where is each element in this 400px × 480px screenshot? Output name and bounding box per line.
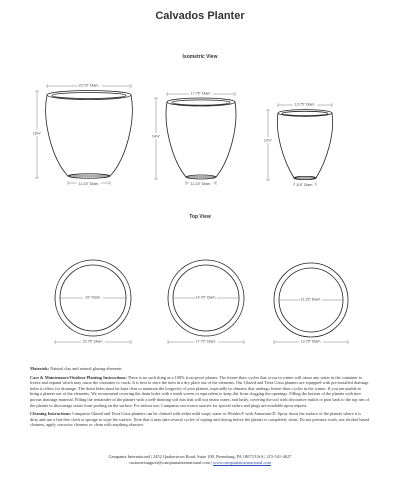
footer-address: Campania International | 2452 Quakertown Road, Suite 100, Pennsburg, PA 18073 USA | 215-541-4627 xyxy=(108,454,292,459)
large-bottom-diameter: 11.15" Diam. xyxy=(78,182,100,186)
small-height: 12⅛" xyxy=(263,138,273,143)
large-top-diameter: 22.75" Diam. xyxy=(78,83,100,88)
cleaning-note: Cleaning Instructions: Campania Glazed and Terra Cotta planters can be cleaned with either mild soapy water or Windex® with Ammonia-D. Spray down the surface of the planter where it is dirty and use a lint-free cloth or sponge to wipe the surface. Note that it may take several cycles of wiping and drying before the planter is completely clean. Do not pressure wash, use alcohol based cleaners, apply corrosive cleaners or clean with anything abrasive. xyxy=(30,411,370,428)
medium-inner-diameter: 14.75" Diam. xyxy=(195,295,217,300)
planter-medium-isometric xyxy=(166,98,236,179)
planter-small-isometric xyxy=(277,110,332,180)
footer-website-link[interactable]: www.campaniainternational.com xyxy=(213,460,272,465)
large-inner-diameter: 19" Diam. xyxy=(85,295,101,300)
small-outer-diameter: 13.75" Diam. xyxy=(300,339,322,344)
page-title: Calvados Planter xyxy=(155,10,245,22)
small-inner-diameter: 11.25" Diam. xyxy=(300,297,322,302)
footer xyxy=(0,454,400,466)
small-bottom-diameter: 8.5" Diam. xyxy=(296,183,314,187)
top-view-heading: Top View xyxy=(189,214,211,220)
isometric-view-heading: Isometric View xyxy=(182,54,218,60)
small-top-diameter: 13.75" Diam. xyxy=(294,102,316,107)
footer-email[interactable]: customersupport@campaniainternational.com xyxy=(128,460,210,465)
care-note: Care & Maintenance/Outdoor Planting Instructions: There is no such thing as a 100% frost-proof planter. The freeze-thaw cycles that occur in winter will cause any water in the container to freeze and expand which may cause the container to crack. It is best to store the item in a dry place out of the elements. Our Glazed and Terra Cotta planters are equipped with pre-installed drainage holes to allow for drainage. The drain holes must be kept clear to maintain the longevity of your planter, especially in climates that undergo freeze-thaw cycles in the winter. If you are unable to bring a planter out of the elements. We recommend covering the drain holes with a mesh screen or equivalent to keep dirt from clogging the openings. Filling the bottom of the planter with non-porous drainage material. Filling the remainder of the planter with a well-draining soil mix that will not retain water; and lastly, covering the soil with decorative mulch or pine bark to the top rim of the planter to discourage water from pooling on the surface. For indoor use, Campania can source saucers for special orders and plugs are available upon request. xyxy=(30,374,370,408)
planter-large-isometric xyxy=(46,91,133,179)
large-outer-diameter: 22.75" Diam. xyxy=(82,339,104,344)
materials-note: Materials: Natural clay and natural glazing elements xyxy=(30,366,122,371)
large-height: 16⅝" xyxy=(32,131,42,136)
medium-height: 14⅝" xyxy=(151,134,161,139)
medium-outer-diameter: 17.75" Diam. xyxy=(195,339,217,344)
medium-top-diameter: 17.75" Diam. xyxy=(190,91,212,96)
footer-contact: customersupport@campaniainternational.com | www.campaniainternational.com xyxy=(128,460,272,465)
medium-bottom-diameter: 11.15" Diam. xyxy=(190,182,212,186)
notes-section xyxy=(30,366,370,431)
